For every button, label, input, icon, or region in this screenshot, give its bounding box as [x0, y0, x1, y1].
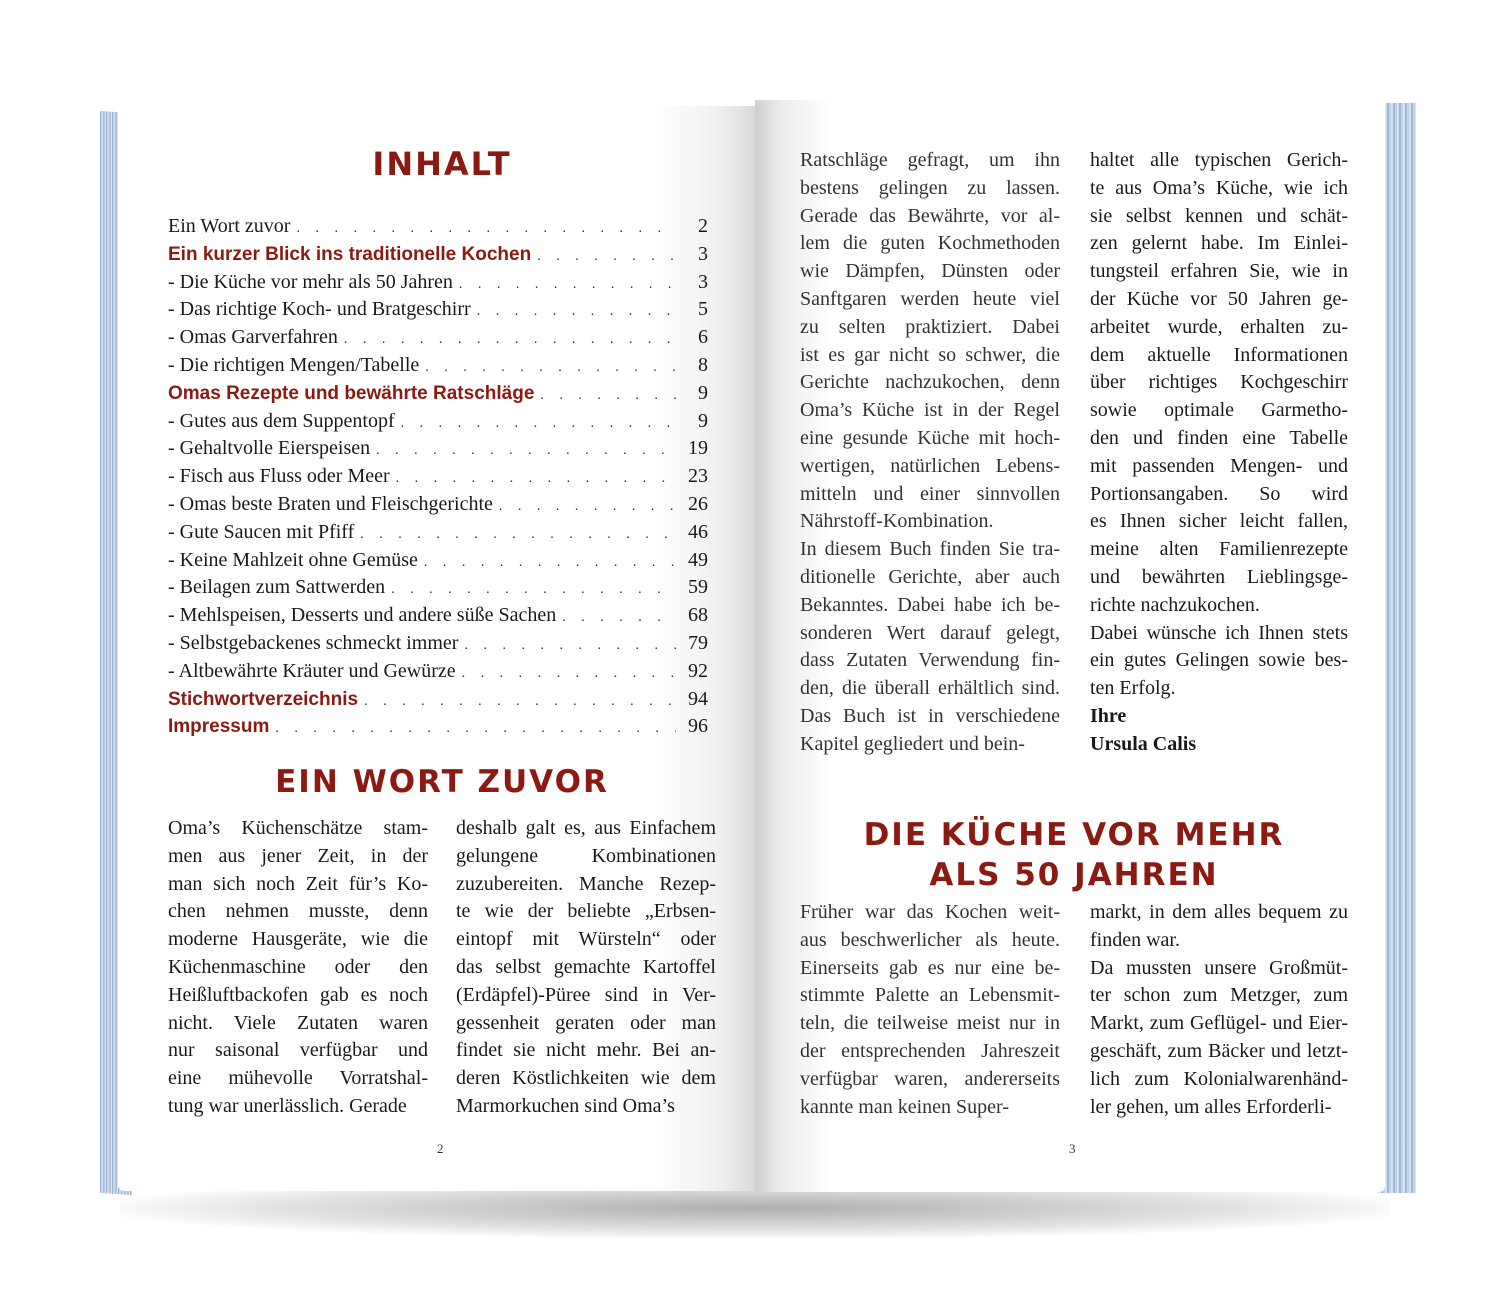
- toc-entry: [168, 269, 708, 297]
- signature: [1090, 703, 1348, 759]
- toc-entry-title: - Beilagen zum Sattwerden: [168, 576, 386, 599]
- text-line: dem aktuelle Informationen: [1090, 343, 1348, 366]
- text-line: Küchenmaschine oder den: [168, 955, 428, 978]
- toc-entry: [168, 213, 708, 241]
- right-text-column-1: [800, 147, 1060, 759]
- text-line: markt, in dem alles bequem zu: [1090, 901, 1348, 923]
- text-line: Sanftgaren werden heute viel: [800, 287, 1060, 310]
- text-line: zuzubereiten. Manche Rezep-: [456, 872, 716, 895]
- toc-entry-page: 9: [698, 409, 708, 432]
- toc-entry-title: - Omas beste Braten und Fleischgerichte: [168, 492, 493, 515]
- text-line: zen gelernt habe. Im Einlei-: [1090, 232, 1348, 255]
- text-line: (Erdäpfel)-Püree sind in Ver-: [456, 983, 716, 1006]
- text-line: haltet alle typischen Gerich-: [1090, 149, 1348, 171]
- text-line: Ratschläge gefragt, um ihn: [800, 149, 1060, 171]
- toc-entry: [168, 686, 708, 714]
- text-line: Früher war das Kochen weit-: [800, 901, 1060, 923]
- toc-entry: [168, 324, 708, 352]
- left-text-column-1: [168, 815, 428, 1121]
- text-line: deshalb galt es, aus Einfachem: [456, 817, 716, 839]
- text-line: und bewährten Lieblingsge-: [1090, 565, 1348, 588]
- toc-entry-page: 94: [688, 687, 708, 710]
- signature-name: Ursula Calis: [1090, 732, 1197, 755]
- toc-leader-dots: [540, 382, 676, 410]
- toc-entry: [168, 408, 708, 436]
- toc-heading: INHALT: [372, 145, 512, 183]
- toc-leader-dots: [396, 465, 676, 493]
- toc-entry: [168, 463, 708, 491]
- toc-entry: [168, 602, 708, 630]
- toc-entry-title: - Das richtige Koch- und Bratgeschirr: [168, 298, 471, 321]
- toc-entry-page: 26: [688, 492, 708, 515]
- text-line: lem die guten Kochmethoden: [800, 232, 1060, 255]
- toc-leader-dots: [537, 243, 676, 271]
- text-line: Einerseits gab es nur eine be-: [800, 956, 1060, 979]
- text-line: wie Dämpfen, Dünsten oder: [800, 260, 1060, 283]
- section-heading-kueche-line1: DIE KÜCHE VOR MEHR: [863, 817, 1285, 853]
- text-line: meine alten Familienrezepte: [1090, 538, 1348, 561]
- text-line: kannte man keinen Super-: [800, 1095, 1009, 1118]
- toc-entry-page: 68: [688, 604, 708, 627]
- toc-entry-title: - Die richtigen Mengen/Tabelle: [168, 353, 420, 376]
- text-line: sie selbst kennen und schät-: [1090, 204, 1348, 227]
- toc-leader-dots: [477, 298, 676, 326]
- toc-leader-dots: [499, 493, 676, 521]
- right-text-column-2: [1090, 147, 1348, 703]
- text-line: eintopf mit Würsteln“ oder: [456, 928, 716, 951]
- text-line: Gerade das Bewährte, vor al-: [800, 204, 1060, 227]
- toc-entry: [168, 296, 708, 324]
- text-line: der Küche vor 50 Jahren ge-: [1090, 287, 1348, 310]
- text-line: bestens gelingen zu lassen.: [800, 176, 1060, 199]
- text-line: Nährstoff-Kombination.: [800, 510, 994, 533]
- toc-leader-dots: [562, 604, 676, 632]
- text-line: aus beschwerlicher als heute.: [800, 928, 1060, 951]
- text-line: deren Köstlichkeiten wie dem: [456, 1067, 716, 1090]
- toc-entry-page: 8: [698, 353, 708, 376]
- text-line: finden war.: [1090, 928, 1180, 951]
- text-line: stimmte Palette an Lebensmit-: [800, 984, 1060, 1007]
- toc-entry: [168, 380, 708, 408]
- text-line: te aus Oma’s Küche, wie ich: [1090, 176, 1348, 199]
- toc-leader-dots: [364, 688, 676, 716]
- toc-entry: [168, 574, 708, 602]
- toc-entry: [168, 352, 708, 380]
- text-line: Oma’s Küchenschätze stam-: [168, 817, 428, 839]
- text-line: ten Erfolg.: [1090, 677, 1176, 700]
- text-line: chen nehmen musste, denn: [168, 900, 428, 923]
- toc-entry: [168, 435, 708, 463]
- toc-entry-page: 46: [688, 520, 708, 543]
- toc-entry-page: 5: [698, 298, 708, 321]
- toc-entry: [168, 713, 708, 741]
- toc-entry-title: - Fisch aus Fluss oder Meer: [168, 465, 390, 488]
- text-line: Heißluftbackofen gab es noch: [168, 983, 428, 1006]
- table-of-contents: [168, 213, 708, 741]
- toc-entry-page: 23: [688, 465, 708, 488]
- toc-entry: [168, 630, 708, 658]
- text-line: richte nachzukochen.: [1090, 593, 1260, 616]
- toc-leader-dots: [401, 410, 676, 438]
- toc-entry: [168, 547, 708, 575]
- text-line: eine mühevolle Vorratshal-: [168, 1067, 428, 1090]
- toc-leader-dots: [459, 271, 676, 299]
- toc-entry-page: 3: [698, 270, 708, 293]
- toc-leader-dots: [296, 215, 676, 243]
- toc-entry-page: 59: [688, 576, 708, 599]
- text-line: In diesem Buch finden Sie tra-: [800, 538, 1060, 561]
- text-line: Marmorkuchen sind Oma’s: [456, 1094, 675, 1117]
- text-line: mit passenden Mengen- und: [1090, 454, 1348, 477]
- left-text-column-2: [456, 815, 716, 1121]
- text-line: findet sie nicht mehr. Bei an-: [456, 1039, 716, 1062]
- text-line: tung war unerlässlich. Gerade: [168, 1094, 407, 1117]
- toc-entry-title: - Mehlspeisen, Desserts und andere süße Sachen: [168, 604, 557, 627]
- text-line: den, die überall erhältlich sind.: [800, 677, 1060, 700]
- toc-leader-dots: [464, 632, 676, 660]
- toc-entry-page: 92: [688, 659, 708, 682]
- toc-entry-title: Stichwortverzeichnis: [168, 688, 359, 710]
- text-line: te wie der beliebte „Erbsen-: [456, 900, 716, 923]
- toc-entry-title: Ein Wort zuvor: [168, 215, 291, 237]
- right-text-column-4: [1090, 899, 1348, 1121]
- toc-entry-page: 19: [688, 437, 708, 460]
- toc-leader-dots: [344, 326, 676, 354]
- text-line: Bekanntes. Dabei habe ich be-: [800, 593, 1060, 616]
- text-line: es Ihnen sicher leicht fallen,: [1090, 510, 1348, 533]
- section-heading-kueche-line2: ALS 50 JAHREN: [929, 857, 1219, 893]
- text-line: verfügbar waren, andererseits: [800, 1067, 1060, 1090]
- text-line: der entsprechenden Jahreszeit: [800, 1039, 1060, 1062]
- text-line: Oma’s Küche ist in der Regel: [800, 399, 1060, 422]
- toc-entry: [168, 241, 708, 269]
- toc-entry-title: - Altbewährte Kräuter und Gewürze: [168, 659, 456, 682]
- toc-entry-page: 2: [698, 215, 708, 237]
- text-line: Markt, zum Geflügel- und Eier-: [1090, 1012, 1348, 1035]
- toc-entry-page: 9: [698, 381, 708, 404]
- toc-entry-title: - Gutes aus dem Suppentopf: [168, 409, 395, 432]
- toc-entry: [168, 519, 708, 547]
- text-line: ditionelle Gerichte, aber auch: [800, 565, 1060, 588]
- text-line: sonderen Wert darauf gelegt,: [800, 621, 1060, 644]
- text-line: ist es gar nicht so schwer, die: [800, 343, 1060, 366]
- page-number-left: 2: [437, 1141, 444, 1156]
- text-line: über richtiges Kochgeschirr: [1090, 371, 1348, 394]
- signature-greeting: Ihre: [1090, 705, 1127, 727]
- toc-entry-title: Impressum: [168, 716, 270, 738]
- text-line: tungsteil erfahren Sie, wie in: [1090, 260, 1348, 283]
- toc-entry-page: 49: [688, 548, 708, 571]
- toc-entry-title: - Keine Mahlzeit ohne Gemüse: [168, 548, 418, 571]
- toc-leader-dots: [424, 549, 676, 577]
- toc-entry: [168, 491, 708, 519]
- page-number-right: 3: [1069, 1141, 1076, 1156]
- text-line: den und finden eine Tabelle: [1090, 426, 1348, 449]
- toc-entry: [168, 658, 708, 686]
- toc-entry-title: - Gute Saucen mit Pfiff: [168, 520, 355, 543]
- text-line: lich zum Kolonialwarenhänd-: [1090, 1067, 1348, 1090]
- text-line: men aus jener Zeit, in der: [168, 844, 428, 867]
- section-heading-ein-wort-zuvor: EIN WORT ZUVOR: [275, 764, 609, 800]
- text-line: eine gesunde Küche mit hoch-: [800, 426, 1060, 449]
- text-line: nicht. Viele Zutaten waren: [168, 1011, 428, 1034]
- text-line: man sich noch Zeit für’s Ko-: [168, 872, 428, 895]
- text-line: gessenheit geraten oder man: [456, 1011, 716, 1034]
- text-line: sowie optimale Garmetho-: [1090, 399, 1348, 422]
- toc-entry-title: Ein kurzer Blick ins traditionelle Kochen: [168, 243, 532, 265]
- text-line: Portionsangaben. So wird: [1090, 482, 1348, 505]
- text-line: nur saisonal verfügbar und: [168, 1039, 428, 1062]
- text-line: das selbst gemachte Kartoffel: [456, 955, 716, 978]
- toc-leader-dots: [376, 437, 676, 465]
- text-line: dass Zutaten Verwendung fin-: [800, 649, 1060, 672]
- text-line: teln, die teilweise meist nur in: [800, 1012, 1060, 1035]
- text-line: Da mussten unsere Großmüt-: [1090, 956, 1348, 979]
- toc-leader-dots: [462, 660, 676, 688]
- text-line: geschäft, zum Bäcker und letzt-: [1090, 1039, 1348, 1062]
- toc-entry-page: 6: [698, 326, 708, 349]
- text-line: Gerichte nachzukochen, denn: [800, 371, 1060, 394]
- text-line: wertigen, natürlichen Lebens-: [800, 454, 1060, 477]
- toc-entry-title: - Gehaltvolle Eierspeisen: [168, 437, 371, 460]
- text-line: zu selten praktiziert. Dabei: [800, 315, 1060, 338]
- text-line: Dabei wünsche ich Ihnen stets: [1090, 621, 1348, 644]
- toc-entry-title: Omas Rezepte und bewährte Ratschläge: [168, 382, 535, 404]
- text-line: gelungene Kombinationen: [456, 844, 716, 867]
- text-line: arbeitet wurde, erhalten zu-: [1090, 315, 1348, 338]
- text-line: moderne Hausgeräte, wie die: [168, 928, 428, 951]
- text-line: Kapitel gegliedert und bein-: [800, 732, 1025, 755]
- text-line: ter schon zum Metzger, zum: [1090, 984, 1348, 1007]
- toc-leader-dots: [391, 576, 676, 604]
- right-text-column-3: [800, 899, 1060, 1121]
- toc-entry-title: - Omas Garverfahren: [168, 326, 338, 349]
- toc-leader-dots: [360, 521, 676, 549]
- toc-entry-page: 96: [688, 715, 708, 738]
- toc-entry-page: 3: [698, 242, 708, 265]
- text-line: mitteln und einer sinnvollen: [800, 482, 1060, 505]
- toc-leader-dots: [425, 354, 676, 382]
- toc-entry-page: 79: [688, 631, 708, 654]
- text-line: ein gutes Gelingen sowie bes-: [1090, 649, 1348, 672]
- text-line: ler gehen, um alles Erforderli-: [1090, 1095, 1332, 1118]
- toc-entry-title: - Selbstgebackenes schmeckt immer: [168, 631, 459, 654]
- toc-leader-dots: [275, 715, 676, 743]
- text-line: Das Buch ist in verschiedene: [800, 704, 1060, 727]
- toc-entry-title: - Die Küche vor mehr als 50 Jahren: [168, 270, 453, 293]
